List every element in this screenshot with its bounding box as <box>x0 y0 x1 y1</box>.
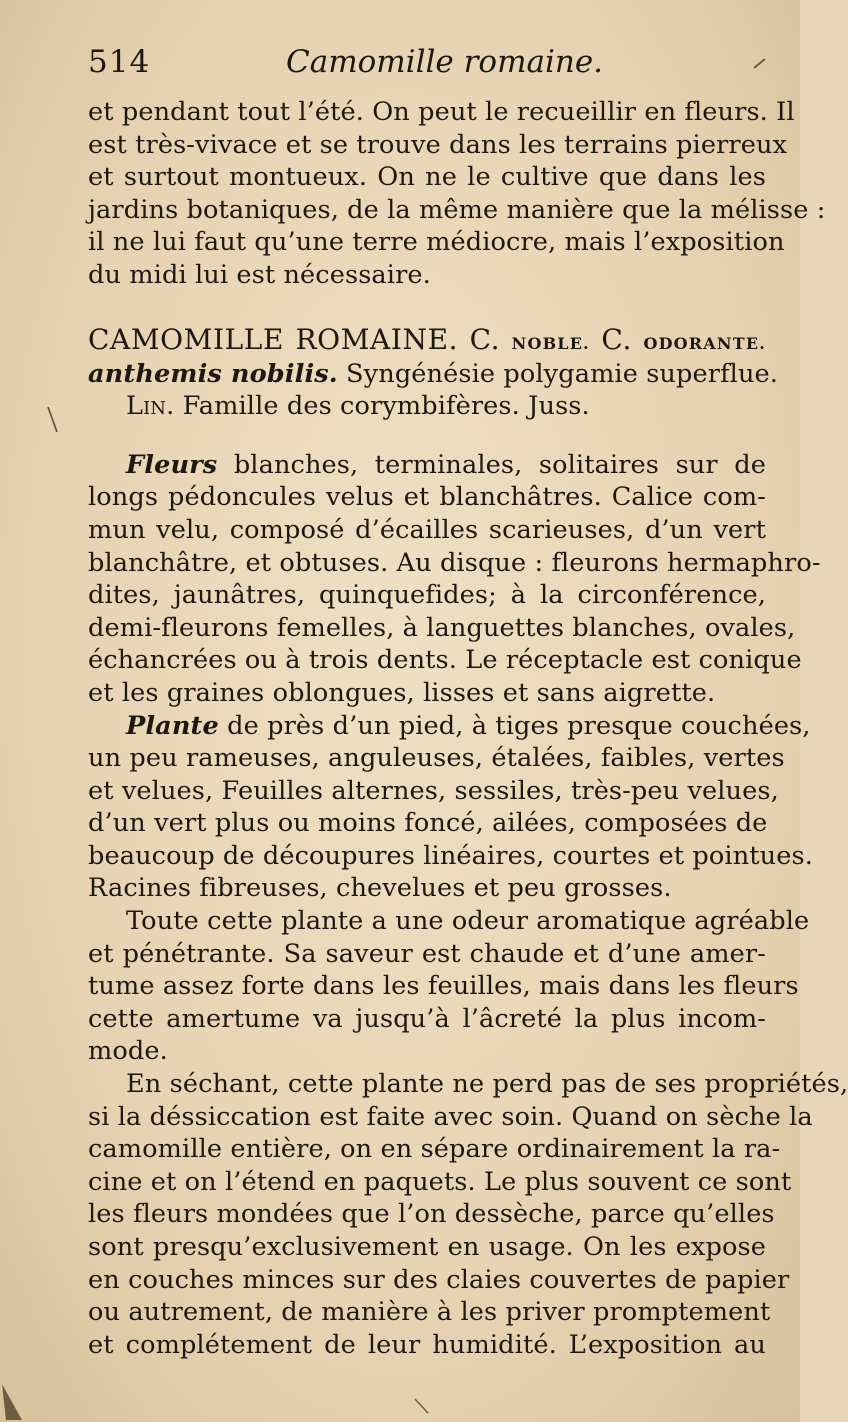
text-line: beaucoup de découpures linéaires, courtes et pointues. <box>88 840 813 871</box>
text-line: mode. <box>88 1036 168 1067</box>
text-line: En séchant, cette plante ne perd pas de ses propriétés, <box>126 1069 848 1100</box>
text-line: dites, jaunâtres, quinquefides; à la circonférence, <box>88 580 766 611</box>
text-line: cine et on l’étend en paquets. Le plus souvent ce sont <box>88 1166 792 1197</box>
corner-tick-icon <box>752 56 768 72</box>
text-line: échancrées ou à trois dents. Le réceptacle est conique <box>88 645 802 676</box>
page-number: 514 <box>88 44 151 80</box>
text-line: et complétement de leur humidité. L’exposition au <box>88 1329 766 1360</box>
text-line: ou autrement, de manière à les priver promptement <box>88 1297 771 1328</box>
fleurs-line-first: blanches, terminales, solitaires sur de <box>233 449 766 480</box>
plante-lead: Plante <box>126 710 219 741</box>
text-line: du midi lui est nécessaire. <box>88 259 431 290</box>
text-line: Racines fibreuses, chevelues et peu grosses. <box>88 873 672 904</box>
text-line <box>88 449 766 482</box>
entry-title-c: C. <box>601 322 632 356</box>
classification-text: Syngénésie polygamie superflue. <box>346 358 779 389</box>
page-header <box>88 44 760 94</box>
text-line: et velues, Feuilles alternes, sessiles, très-peu velues, <box>88 775 779 806</box>
text-line: si la déssiccation est faite avec soin. Quand on sèche la <box>88 1101 813 1132</box>
text-line: et les graines oblongues, lisses et sans aigrette. <box>88 677 716 708</box>
entry-title-main: CAMOMILLE ROMAINE. C. <box>88 322 501 356</box>
text-line: tume assez forte dans les feuilles, mais dans les fleurs <box>88 971 799 1002</box>
body-text <box>88 96 848 1361</box>
text-line: mun velu, composé d’écailles scarieuses, d’un vert <box>88 514 766 545</box>
text-line: cette amertume va jusqu’à l’âcreté la plus incom- <box>88 1003 766 1034</box>
text-line: camomille entière, on en sépare ordinairement la ra- <box>88 1134 781 1165</box>
pencil-mark-icon <box>46 405 60 435</box>
text-line: est très-vivace et se trouve dans les terrains pierreux <box>88 129 788 160</box>
text-line: sont presqu’exclusivement en usage. On les expose <box>88 1232 766 1262</box>
lin-label: Lin. <box>126 391 175 422</box>
text-line <box>88 710 811 743</box>
text-line: demi-fleurons femelles, à languettes blanches, ovales, <box>88 612 796 643</box>
text-line: blanchâtre, et obtuses. Au disque : fleurons hermaphro- <box>88 547 821 578</box>
text-line: jardins botaniques, de la même manière que la mélisse : <box>88 194 826 225</box>
plante-line-first: de près d’un pied, à tiges presque couchées, <box>227 710 811 741</box>
text-line: Toute cette plante a une odeur aromatique agréable <box>126 906 810 937</box>
text-line: et pendant tout l’été. On peut le recueillir en fleurs. Il <box>88 97 795 127</box>
fleurs-lead: Fleurs <box>126 449 218 480</box>
text-line: les fleurs mondées que l’on dessèche, parce qu’elles <box>88 1199 775 1230</box>
text-line: d’un vert plus ou moins foncé, ailées, composées de <box>88 808 768 839</box>
entry-title <box>88 322 766 358</box>
entry-family <box>88 390 766 423</box>
entry-classification <box>88 358 779 391</box>
latin-name: anthemis nobilis. <box>88 358 338 389</box>
text-line: en couches minces sur des claies couvertes de papier <box>88 1264 790 1295</box>
text-line: longs pédoncules velus et blanchâtres. Calice com- <box>88 482 766 513</box>
running-head: Camomille romaine. <box>286 44 604 80</box>
text-line: et surtout montueux. On ne le cultive que dans les <box>88 162 766 193</box>
pencil-mark-icon <box>412 1396 432 1416</box>
ink-stain-icon <box>0 1380 30 1422</box>
entry-title-noble: NOBLE. <box>511 333 590 353</box>
text-line: et pénétrante. Sa saveur est chaude et d’une amer- <box>88 938 766 969</box>
family-text: Famille des corymbifères. Juss. <box>182 391 590 422</box>
entry-title-odorante: ODORANTE. <box>643 333 766 353</box>
text-line: un peu rameuses, anguleuses, étalées, faibles, vertes <box>88 743 785 774</box>
text-line: il ne lui faut qu’une terre médiocre, mais l’exposition <box>88 227 785 258</box>
